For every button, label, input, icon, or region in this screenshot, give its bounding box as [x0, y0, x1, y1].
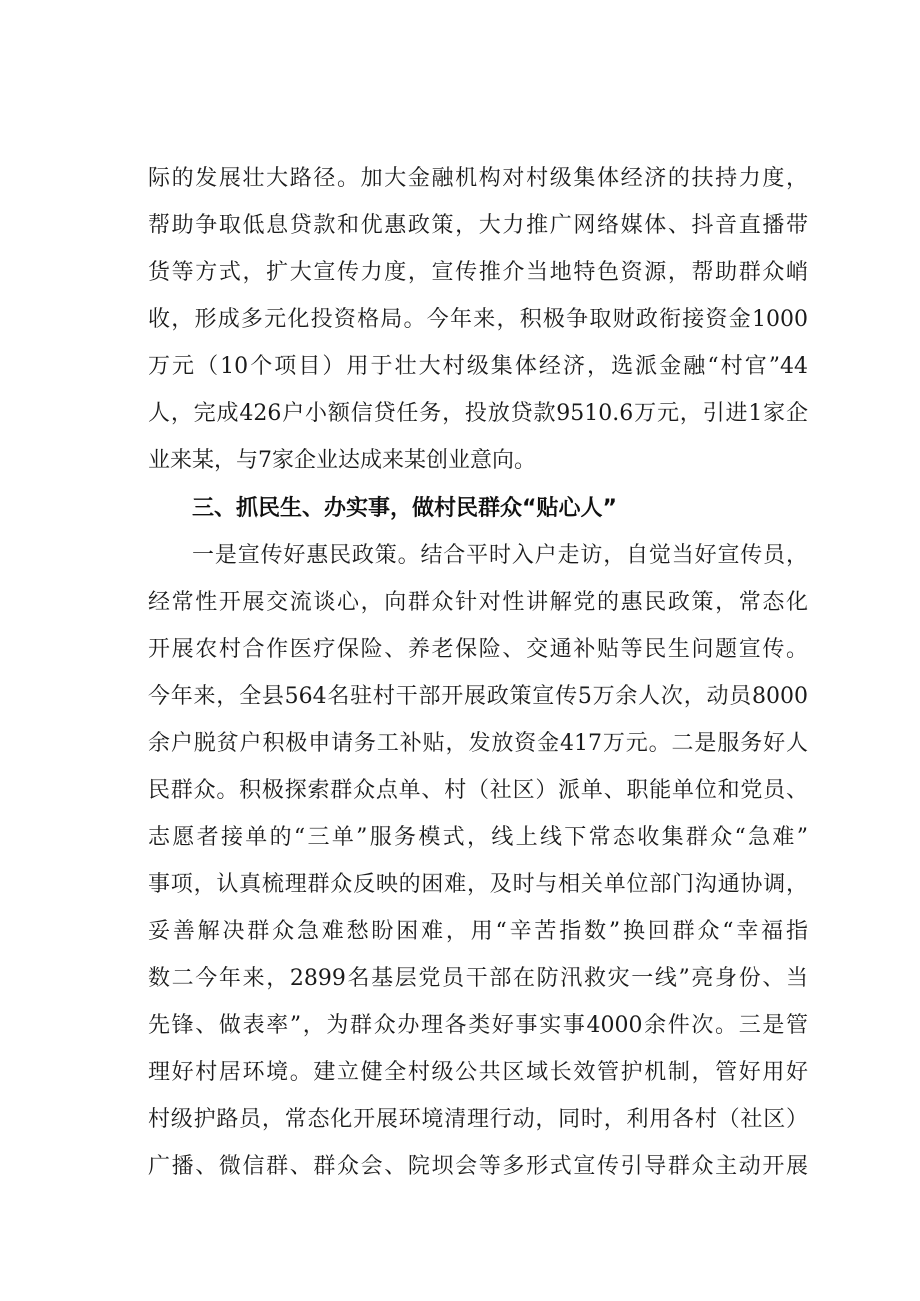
- paragraph-line: 收，形成多元化投资格局。今年来，积极争取财政衔接资金1000: [148, 307, 808, 332]
- paragraph-line: 帮助争取低息贷款和优惠政策，大力推广网络媒体、抖音直播带: [148, 213, 808, 238]
- paragraph-line: 今年来，全县564名驻村干部开展政策宣传5万余人次，动员8000: [148, 684, 808, 709]
- paragraph-line: 广播、微信群、群众会、院坝会等多形式宣传引导群众主动开展: [148, 1154, 808, 1179]
- paragraph-line: 数二今年来，2899名基层党员干部在防汛救灾一线”亮身份、当: [148, 966, 808, 991]
- paragraph-line: 际的发展壮大路径。加大金融机构对村级集体经济的扶持力度，: [148, 166, 808, 191]
- paragraph-line: 货等方式，扩大宣传力度，宣传推介当地特色资源，帮助群众峭: [148, 260, 808, 285]
- paragraph-line: 志愿者接单的“三单”服务模式，线上线下常态收集群众“急难”: [148, 825, 808, 850]
- paragraph-line: 事项，认真梳理群众反映的困难，及时与相关单位部门沟通协调，: [148, 872, 808, 897]
- paragraph-line: 妥善解决群众急难愁盼困难，用“辛苦指数”换回群众“幸福指: [148, 919, 808, 944]
- paragraph-line: 村级护路员，常态化开展环境清理行动，同时，利用各村（社区）: [148, 1107, 808, 1132]
- paragraph-line: 理好村居环境。建立健全村级公共区域长效管护机制，管好用好: [148, 1060, 808, 1085]
- paragraph-line: 一是宣传好惠民政策。结合平时入户走访，自觉当好宣传员，: [192, 543, 808, 568]
- paragraph-line: 先锋、做表率”，为群众办理各类好事实事4000余件次。三是管: [148, 1013, 808, 1038]
- paragraph-line: 人，完成426户小额信贷任务，投放贷款9510.6万元，引进1家企: [148, 401, 808, 426]
- paragraph-line: 经常性开展交流谈心，向群众针对性讲解党的惠民政策，常态化: [148, 590, 808, 615]
- paragraph-line: 民群众。积极探索群众点单、村（社区）派单、职能单位和党员、: [148, 778, 808, 803]
- paragraph-line: 业来某，与7家企业达成来某创业意向。: [148, 448, 536, 473]
- section-heading: 三、抓民生、办实事，做村民群众“贴心人”: [192, 496, 617, 521]
- paragraph-line: 万元（10个项目）用于壮大村级集体经济，选派金融“村官”44: [148, 354, 808, 379]
- paragraph-line: 开展农村合作医疗保险、养老保险、交通补贴等民生问题宣传。: [148, 637, 808, 662]
- paragraph-line: 余户脱贫户积极申请务工补贴，发放资金417万元。二是服务好人: [148, 731, 808, 756]
